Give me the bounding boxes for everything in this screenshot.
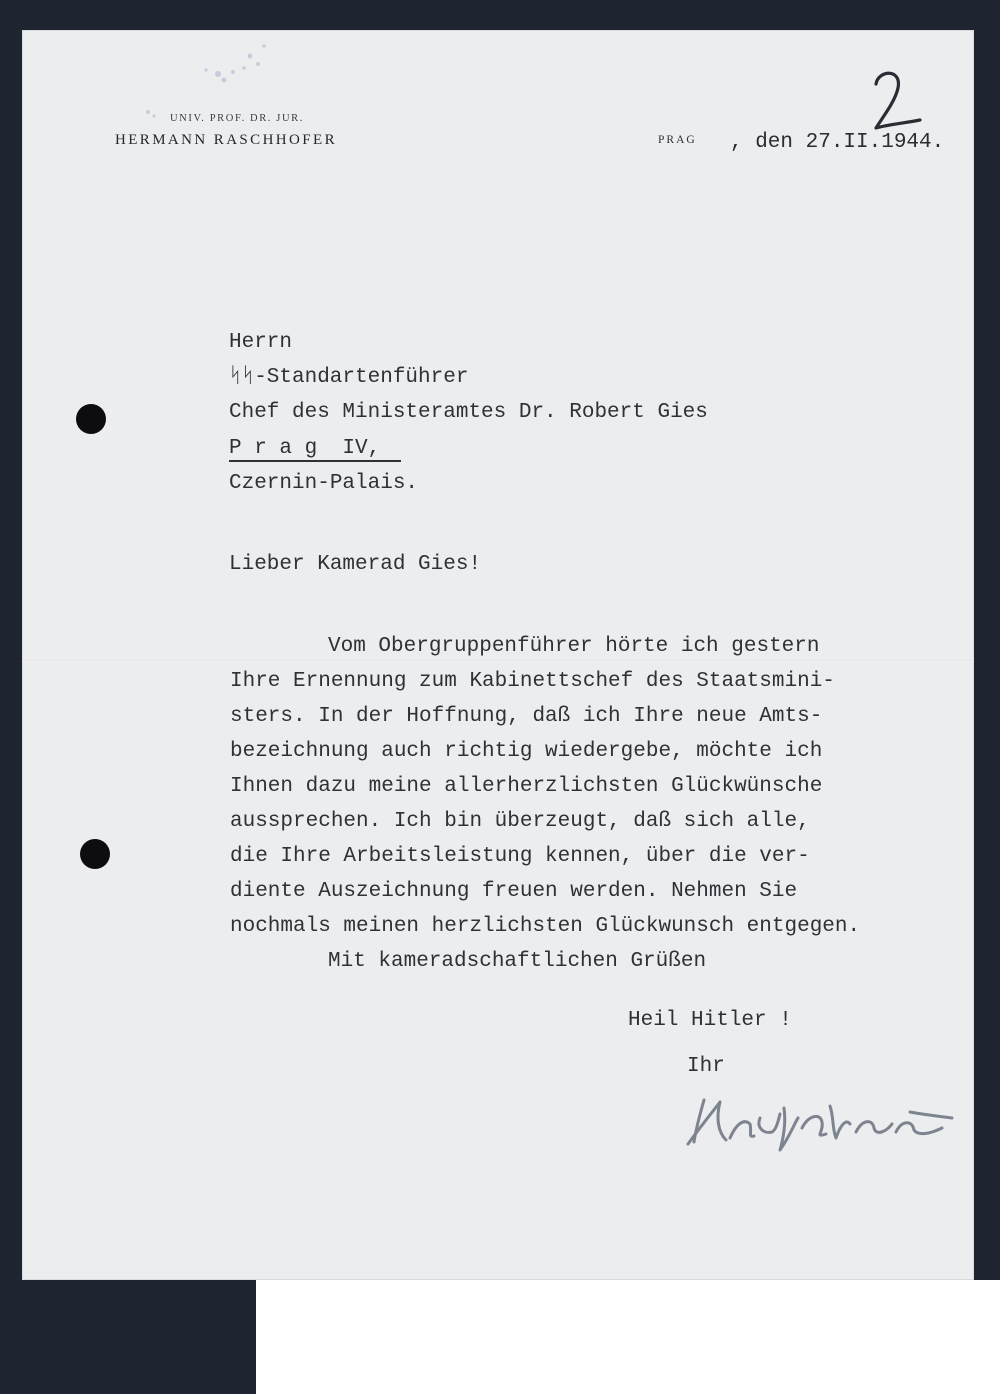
address-salutation-herrn: Herrn (229, 331, 293, 354)
paper-fold-line (22, 660, 974, 662)
letterhead-name: HERMANN RASCHHOFER (115, 132, 337, 148)
address-building: Czernin-Palais. (229, 472, 419, 495)
letterhead-place: PRAG (658, 134, 697, 146)
handwritten-page-number (868, 66, 922, 136)
body-line: Vom Obergruppenführer hörte ich gestern (328, 635, 820, 658)
closing-greeting: Mit kameradschaftlichen Grüßen (328, 950, 707, 973)
body-line: sters. In der Hoffnung, daß ich Ihre neue Amts- (230, 705, 823, 728)
letterhead-title: UNIV. PROF. DR. JUR. (170, 113, 304, 124)
scan-backdrop-corner (0, 1280, 256, 1394)
body-line: bezeichnung auch richtig wiedergebe, möchte ich (230, 740, 823, 763)
ink-stamp-smudge (140, 34, 280, 124)
address-title: Chef des Ministeramtes Dr. Robert Gies (229, 401, 708, 424)
letter-salutation: Lieber Kamerad Gies! (229, 553, 482, 576)
address-rank: ᛋᛋ-Standartenführer (229, 366, 469, 389)
handwritten-signature (680, 1088, 970, 1166)
body-line: die Ihre Arbeitsleistung kennen, über die ver- (230, 845, 810, 868)
body-line: Ihnen dazu meine allerherzlichsten Glückwünsche (230, 775, 823, 798)
body-line: diente Auszeichnung freuen werden. Nehmen Sie (230, 880, 798, 903)
body-line: aussprechen. Ich bin überzeugt, daß sich alle, (230, 810, 810, 833)
blank-margin (256, 1280, 1000, 1394)
punch-hole-bottom (80, 839, 110, 869)
address-city-underline (229, 460, 401, 462)
letter-date: , den 27.II.1944. (730, 131, 945, 154)
closing-heil: Heil Hitler ! (628, 1009, 792, 1032)
address-city: P r a g IV, (229, 437, 381, 460)
punch-hole-top (76, 404, 106, 434)
body-line: Ihre Ernennung zum Kabinettschef des Staatsmini- (230, 670, 835, 693)
body-line: nochmals meinen herzlichsten Glückwunsch entgegen. (230, 915, 861, 938)
closing-ihr: Ihr (687, 1055, 725, 1078)
